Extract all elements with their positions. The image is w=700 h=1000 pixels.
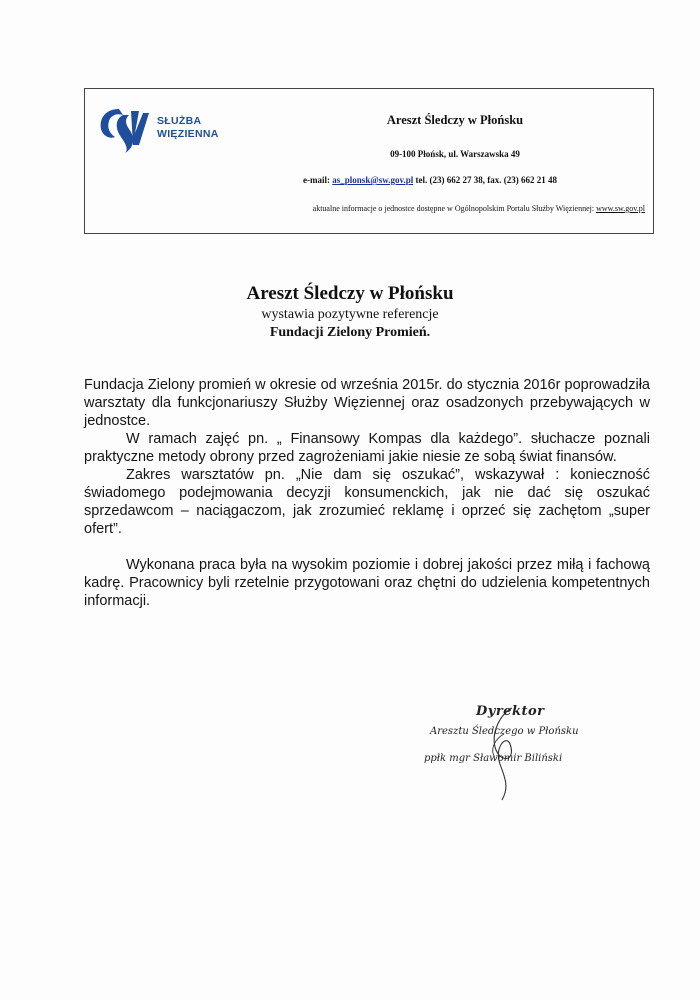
signature-name: ppłk mgr Sławomir Biliński bbox=[424, 753, 563, 764]
portal-link[interactable]: www.sw.gov.pl bbox=[596, 204, 645, 213]
portal-text: aktualne informacje o jednostce dostępne w Ogólnopolskim Portalu Służby Więziennej: bbox=[312, 204, 595, 213]
paragraph-4: Wykonana praca była na wysokim poziomie i dobrej jakości przez miłą i fachową kadrę. Pracownicy byli rzetelnie przygotowani oraz chętni do udzielenia kompetentnych informacji. bbox=[84, 557, 650, 609]
logo-text-line1: SŁUŻBA bbox=[157, 115, 202, 127]
institution-contact bbox=[215, 175, 645, 185]
letterhead bbox=[84, 88, 654, 234]
institution-name: Areszt Śledczy w Płońsku bbox=[386, 113, 524, 127]
signature-role: Dyrektor bbox=[476, 704, 545, 719]
portal-info bbox=[125, 204, 645, 213]
logo bbox=[95, 103, 235, 155]
signature-stamp bbox=[420, 704, 620, 814]
paragraph-2: W ramach zajęć pn. „ Finansowy Kompas dla każdego”. słuchacze poznali praktyczne metody obrony przed zagrożeniami jakie niesie ze sobą świat finansów. bbox=[84, 431, 650, 465]
document-title: Areszt Śledczy w Płońsku bbox=[246, 283, 454, 304]
logo-text bbox=[157, 115, 219, 141]
letter-body bbox=[84, 376, 650, 610]
paragraph-3: Zakres warsztatów pn. „Nie dam się oszukać”, wskazywał : konieczność świadomego podejmowania decyzji konsumenckich, jak nie dać się oszukać sprzedawcom – naciągaczom, jak zrozumieć reklamę i oprzeć się zachętom „super ofert”. bbox=[84, 467, 650, 537]
document-recipient: Fundacji Zielony Promień. bbox=[269, 325, 431, 340]
logo-text-line2: WIĘZIENNA bbox=[157, 128, 219, 140]
signature-institution: Aresztu Śledczego w Płońsku bbox=[430, 726, 579, 737]
email-link[interactable]: as_plonsk@sw.gov.pl bbox=[332, 175, 414, 185]
document-subtitle: wystawia pozytywne referencje bbox=[261, 307, 439, 322]
sw-emblem-icon bbox=[95, 103, 151, 155]
paragraph-1: Fundacja Zielony promień w okresie od września 2015r. do stycznia 2016r poprowadziła warsztaty dla funkcjonariuszy Służby Więziennej oraz osadzonych przebywających w jednostce. bbox=[84, 377, 650, 429]
institution-address: 09-100 Płońsk, ul. Warszawska 49 bbox=[390, 149, 520, 159]
phone-fax: tel. (23) 662 27 38, fax. (23) 662 21 48 bbox=[415, 175, 557, 185]
email-label: e-mail: bbox=[303, 175, 331, 185]
